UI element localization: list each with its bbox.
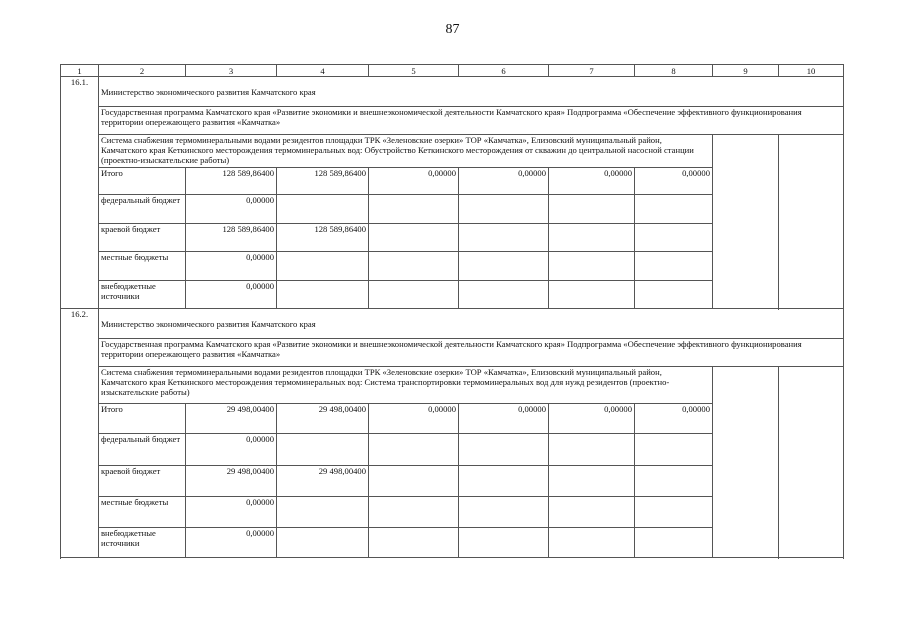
column-10-cell (779, 367, 844, 558)
column-number: 8 (635, 65, 713, 77)
column-number: 7 (549, 65, 635, 77)
total-value: 0,00000 (186, 434, 277, 466)
value-col-6 (459, 252, 549, 281)
value-col-5: 0,00000 (369, 168, 459, 195)
value-col-8: 0,00000 (635, 168, 713, 195)
column-number-row (61, 65, 844, 77)
program-row (61, 107, 844, 135)
value-col-6: 0,00000 (459, 404, 549, 434)
value-col-7 (549, 224, 635, 252)
column-10-cell (779, 135, 844, 309)
value-col-7 (549, 195, 635, 224)
value-col-5 (369, 195, 459, 224)
value-col-5 (369, 252, 459, 281)
value-col-4 (277, 497, 369, 528)
row-label: местные бюджеты (99, 497, 186, 528)
total-value: 0,00000 (186, 497, 277, 528)
row-label: федеральный бюджет (99, 195, 186, 224)
value-col-5 (369, 434, 459, 466)
value-col-6 (459, 528, 549, 558)
value-col-5 (369, 466, 459, 497)
value-col-7: 0,00000 (549, 404, 635, 434)
column-9-cell (713, 135, 779, 309)
value-col-8 (635, 281, 713, 309)
value-col-5 (369, 497, 459, 528)
program-name: Государственная программа Камчатского края «Развитие экономики и внешнеэкономической деятельности Камчатского края» Подпрограмма «Обеспечение эффективного функционирования территории опережающего развития «Камчатка» (99, 339, 844, 367)
column-9-cell (713, 367, 779, 558)
value-col-7 (549, 466, 635, 497)
value-col-5 (369, 224, 459, 252)
column-number: 1 (61, 65, 99, 77)
program-row (61, 339, 844, 367)
object-row (61, 367, 844, 404)
value-col-4 (277, 195, 369, 224)
value-col-6 (459, 281, 549, 309)
value-col-4 (277, 252, 369, 281)
total-value: 0,00000 (186, 528, 277, 558)
row-label: краевой бюджет (99, 224, 186, 252)
value-col-5 (369, 528, 459, 558)
value-col-8: 0,00000 (635, 404, 713, 434)
value-col-6 (459, 497, 549, 528)
total-value: 0,00000 (186, 281, 277, 309)
value-col-8 (635, 195, 713, 224)
column-number: 9 (713, 65, 779, 77)
value-col-7 (549, 281, 635, 309)
row-label: местные бюджеты (99, 252, 186, 281)
value-col-5 (369, 281, 459, 309)
organization-name: Министерство экономического развития Камчатского края (99, 77, 844, 107)
value-col-6 (459, 466, 549, 497)
value-col-4: 29 498,00400 (277, 466, 369, 497)
value-col-8 (635, 252, 713, 281)
value-col-7 (549, 497, 635, 528)
total-value: 128 589,86400 (186, 168, 277, 195)
value-col-7 (549, 252, 635, 281)
row-label: Итого (99, 404, 186, 434)
value-col-7: 0,00000 (549, 168, 635, 195)
total-value: 0,00000 (186, 252, 277, 281)
organization-row (61, 309, 844, 339)
value-col-8 (635, 434, 713, 466)
value-col-8 (635, 528, 713, 558)
total-value: 0,00000 (186, 195, 277, 224)
column-number: 6 (459, 65, 549, 77)
value-col-8 (635, 497, 713, 528)
value-col-5: 0,00000 (369, 404, 459, 434)
value-col-6 (459, 434, 549, 466)
value-col-4: 29 498,00400 (277, 404, 369, 434)
object-row (61, 135, 844, 168)
value-col-4 (277, 434, 369, 466)
value-col-8 (635, 466, 713, 497)
row-label: внебюджетные источники (99, 281, 186, 309)
column-number: 5 (369, 65, 459, 77)
object-name: Система снабжения термоминеральными водами резидентов площадки ТРК «Зеленовские озерки» ТОР «Камчатка», Елизовский муниципальный район, Камчатского края Кеткинского месторождения термоминеральных вод: Обустройство Кеткинского месторождения от скважин до центральной насосной станции (проектно-изыскательские работы) (99, 135, 713, 168)
row-label: федеральный бюджет (99, 434, 186, 466)
total-value: 128 589,86400 (186, 224, 277, 252)
column-number: 4 (277, 65, 369, 77)
value-col-8 (635, 224, 713, 252)
column-number: 2 (99, 65, 186, 77)
column-number: 10 (779, 65, 844, 77)
value-col-7 (549, 528, 635, 558)
section-number: 16.1. (61, 77, 99, 309)
total-value: 29 498,00400 (186, 404, 277, 434)
value-col-7 (549, 434, 635, 466)
value-col-4: 128 589,86400 (277, 168, 369, 195)
page-number: 87 (445, 22, 460, 37)
organization-name: Министерство экономического развития Камчатского края (99, 309, 844, 339)
value-col-6 (459, 224, 549, 252)
section-number: 16.2. (61, 309, 99, 558)
value-col-4 (277, 528, 369, 558)
object-name: Система снабжения термоминеральными водами резидентов площадки ТРК «Зеленовские озерки» ТОР «Камчатка», Елизовский муниципальный район, Камчатского края Кеткинского месторождения термоминеральных вод: Система транспортировки термоминеральных вод для нужд резидентов (проектно-изыскательские работы) (99, 367, 713, 404)
row-label: внебюджетные источники (99, 528, 186, 558)
column-number: 3 (186, 65, 277, 77)
row-label: краевой бюджет (99, 466, 186, 497)
total-value: 29 498,00400 (186, 466, 277, 497)
budget-table (60, 64, 844, 558)
program-name: Государственная программа Камчатского края «Развитие экономики и внешнеэкономической деятельности Камчатского края» Подпрограмма «Обеспечение эффективного функционирования территории опережающего развития «Камчатка» (99, 107, 844, 135)
value-col-4: 128 589,86400 (277, 224, 369, 252)
value-col-6: 0,00000 (459, 168, 549, 195)
row-label: Итого (99, 168, 186, 195)
value-col-4 (277, 281, 369, 309)
organization-row (61, 77, 844, 107)
value-col-6 (459, 195, 549, 224)
